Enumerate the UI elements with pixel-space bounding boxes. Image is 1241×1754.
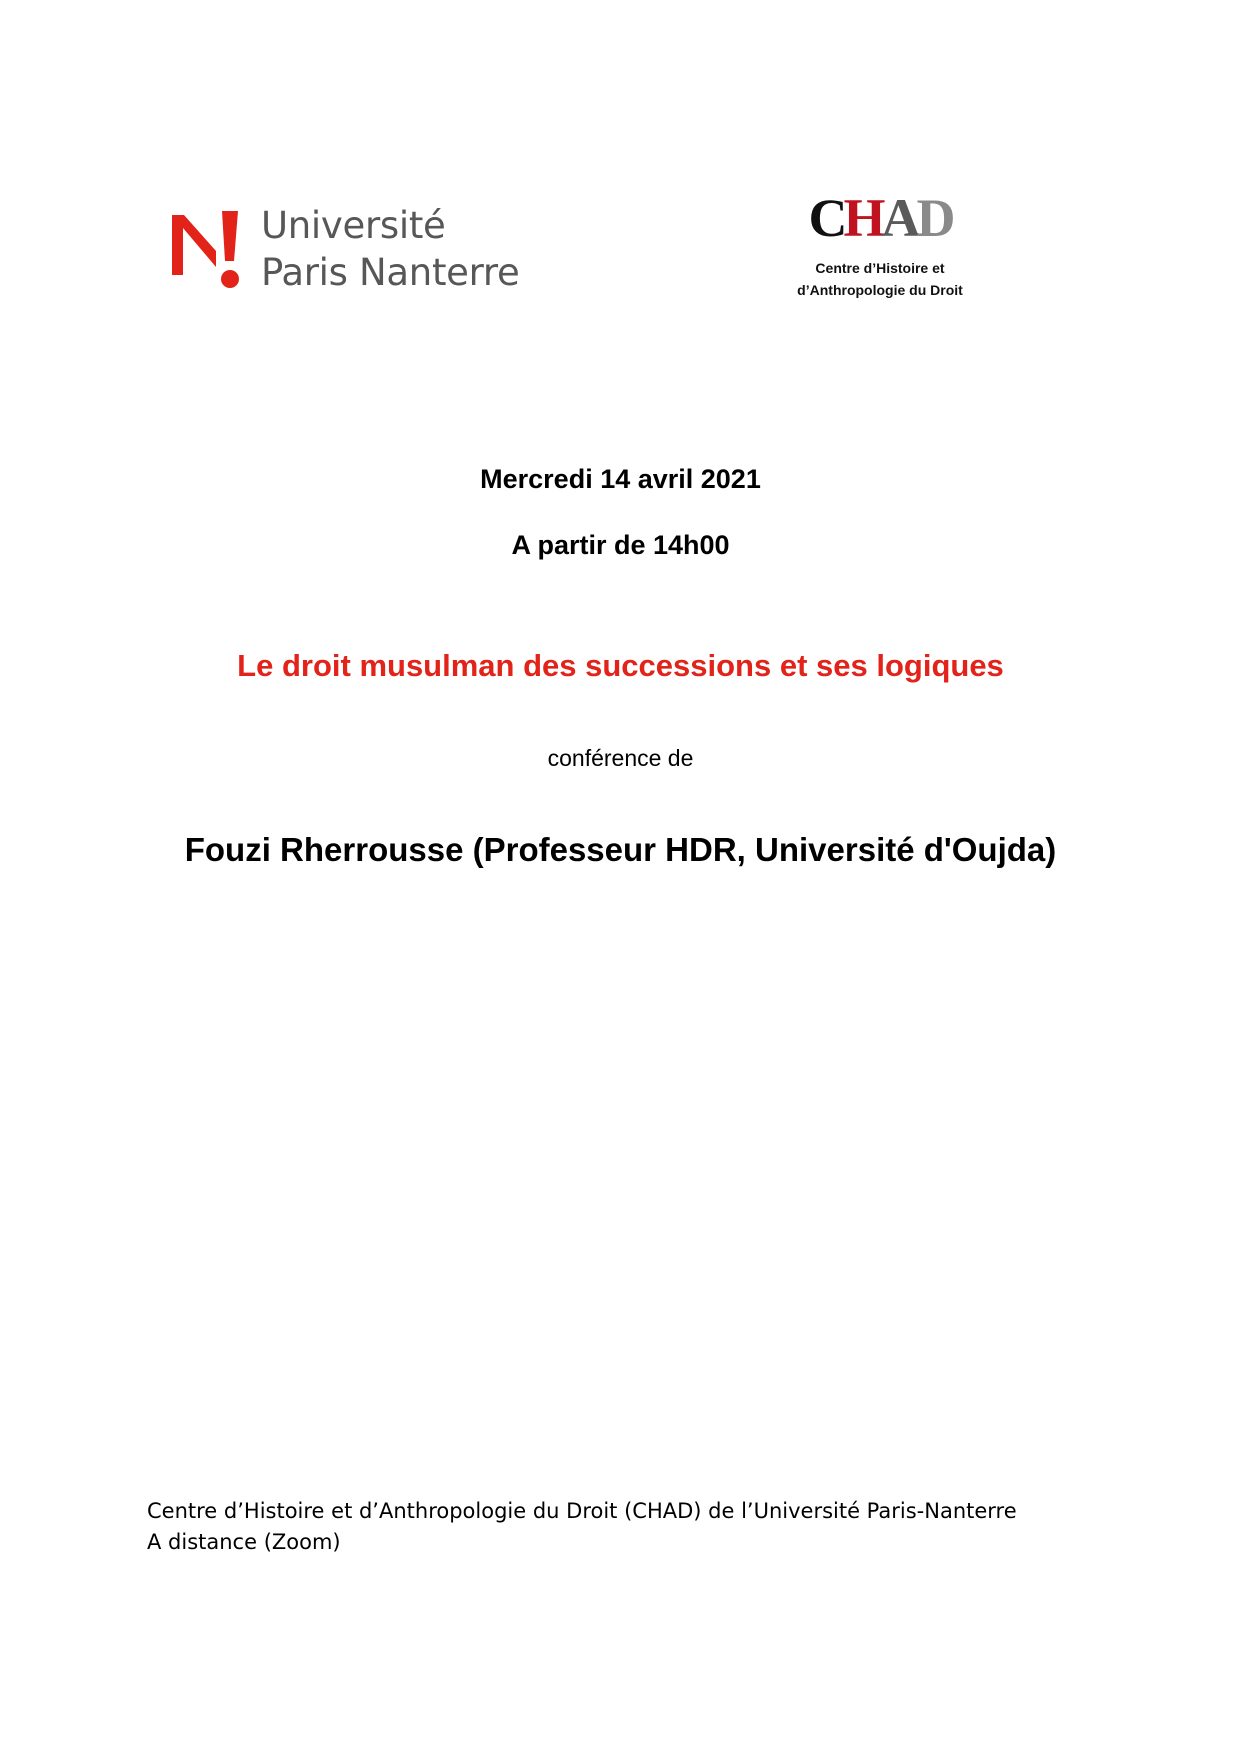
chad-letter-d: D xyxy=(916,188,952,248)
event-title: Le droit musulman des successions et ses logiques xyxy=(237,648,1004,683)
chad-logo xyxy=(760,190,1000,310)
university-logo-line2: Paris Nanterre xyxy=(261,251,520,294)
event-time: A partir de 14h00 xyxy=(511,530,730,560)
footer-organizer: Centre d’Histoire et d’Anthropologie du Droit (CHAD) de l’Université Paris-Nanterre xyxy=(147,1499,1017,1523)
chad-letter-h: H xyxy=(843,188,882,248)
university-paris-nanterre-logo xyxy=(172,205,552,295)
event-date: Mercredi 14 avril 2021 xyxy=(480,464,761,494)
event-intro: conférence de xyxy=(547,745,694,771)
event-speaker: Fouzi Rherrousse (Professeur HDR, Université d'Oujda) xyxy=(184,831,1057,868)
university-logo-line1: Université xyxy=(261,204,446,247)
footer xyxy=(147,1496,1017,1558)
chad-subtitle-line2: d’Anthropologie du Droit xyxy=(797,282,963,298)
nanterre-mark-icon xyxy=(172,211,248,293)
chad-letter-c: C xyxy=(808,188,844,248)
chad-letter-a: A xyxy=(881,188,917,248)
footer-location: A distance (Zoom) xyxy=(147,1530,341,1554)
chad-wordmark xyxy=(760,190,1000,246)
chad-subtitle-line1: Centre d’Histoire et xyxy=(815,260,945,276)
